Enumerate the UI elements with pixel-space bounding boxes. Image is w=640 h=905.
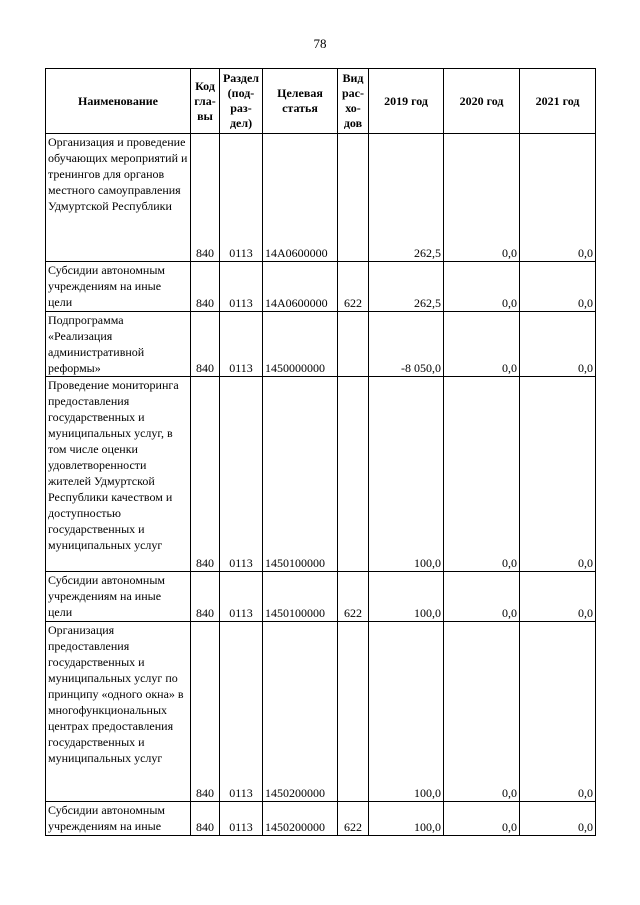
row-section: 0113 xyxy=(220,622,263,802)
row-2021: 0,0 xyxy=(520,622,596,802)
row-2019: 262,5 xyxy=(369,262,444,312)
row-name: Организация и проведение обучающих мероприятий и тренингов для органов местного самоуправления Удмуртской Республики xyxy=(46,134,191,262)
row-code: 840 xyxy=(191,377,220,572)
row-2019: 100,0 xyxy=(369,377,444,572)
table-row xyxy=(46,802,596,836)
row-2019: 100,0 xyxy=(369,572,444,622)
row-target: 14А0600000 xyxy=(263,262,338,312)
row-code: 840 xyxy=(191,262,220,312)
row-section: 0113 xyxy=(220,377,263,572)
header-expense: Вид рас- хо- дов xyxy=(338,69,369,134)
row-2019: -8 050,0 xyxy=(369,312,444,377)
row-section: 0113 xyxy=(220,572,263,622)
row-expense: 622 xyxy=(338,802,369,836)
row-expense: 622 xyxy=(338,262,369,312)
table-row xyxy=(46,377,596,572)
row-2021: 0,0 xyxy=(520,572,596,622)
row-2020: 0,0 xyxy=(444,312,520,377)
row-target: 1450100000 xyxy=(263,377,338,572)
row-section: 0113 xyxy=(220,312,263,377)
row-2019: 100,0 xyxy=(369,622,444,802)
row-2020: 0,0 xyxy=(444,802,520,836)
row-expense xyxy=(338,377,369,572)
row-expense xyxy=(338,134,369,262)
row-name: Субсидии автономным учреждениям на иные цели xyxy=(46,572,191,622)
row-code: 840 xyxy=(191,134,220,262)
row-target: 14А0600000 xyxy=(263,134,338,262)
row-section: 0113 xyxy=(220,802,263,836)
row-2020: 0,0 xyxy=(444,134,520,262)
row-2020: 0,0 xyxy=(444,572,520,622)
row-name: Проведение мониторинга предоставления государственных и муниципальных услуг, в том числе оценки удовлетворенности жителей Удмуртской Республики качеством и доступностью государственных и муниципальных услуг xyxy=(46,377,191,572)
budget-table xyxy=(45,68,596,836)
row-code: 840 xyxy=(191,572,220,622)
header-code: Код гла- вы xyxy=(191,69,220,134)
row-expense xyxy=(338,312,369,377)
row-target: 1450200000 xyxy=(263,622,338,802)
row-target: 1450100000 xyxy=(263,572,338,622)
table-row xyxy=(46,572,596,622)
row-code: 840 xyxy=(191,802,220,836)
row-2020: 0,0 xyxy=(444,262,520,312)
table-row xyxy=(46,134,596,262)
header-target: Целевая статья xyxy=(263,69,338,134)
row-2020: 0,0 xyxy=(444,377,520,572)
table-row xyxy=(46,622,596,802)
header-name: Наименование xyxy=(46,69,191,134)
row-target: 1450200000 xyxy=(263,802,338,836)
row-section: 0113 xyxy=(220,262,263,312)
row-2019: 100,0 xyxy=(369,802,444,836)
table-header-row xyxy=(46,69,596,134)
row-2021: 0,0 xyxy=(520,312,596,377)
row-expense: 622 xyxy=(338,572,369,622)
row-2021: 0,0 xyxy=(520,377,596,572)
row-expense xyxy=(338,622,369,802)
header-2020: 2020 год xyxy=(444,69,520,134)
row-2021: 0,0 xyxy=(520,134,596,262)
header-section: Раздел (под- раз- дел) xyxy=(220,69,263,134)
row-name: Субсидии автономным учреждениям на иные xyxy=(46,802,191,836)
header-2019: 2019 год xyxy=(369,69,444,134)
row-target: 1450000000 xyxy=(263,312,338,377)
row-name: Субсидии автономным учреждениям на иные цели xyxy=(46,262,191,312)
row-code: 840 xyxy=(191,312,220,377)
table-row xyxy=(46,312,596,377)
header-2021: 2021 год xyxy=(520,69,596,134)
row-2021: 0,0 xyxy=(520,262,596,312)
row-2020: 0,0 xyxy=(444,622,520,802)
table-row xyxy=(46,262,596,312)
row-section: 0113 xyxy=(220,134,263,262)
row-2021: 0,0 xyxy=(520,802,596,836)
row-code: 840 xyxy=(191,622,220,802)
row-name: Подпрограмма «Реализация административной реформы» xyxy=(46,312,191,377)
page-number: 78 xyxy=(313,36,327,51)
row-2019: 262,5 xyxy=(369,134,444,262)
row-name: Организация предоставления государственных и муниципальных услуг по принципу «одного окна» в многофункциональных центрах предоставления государственных и муниципальных услуг xyxy=(46,622,191,802)
